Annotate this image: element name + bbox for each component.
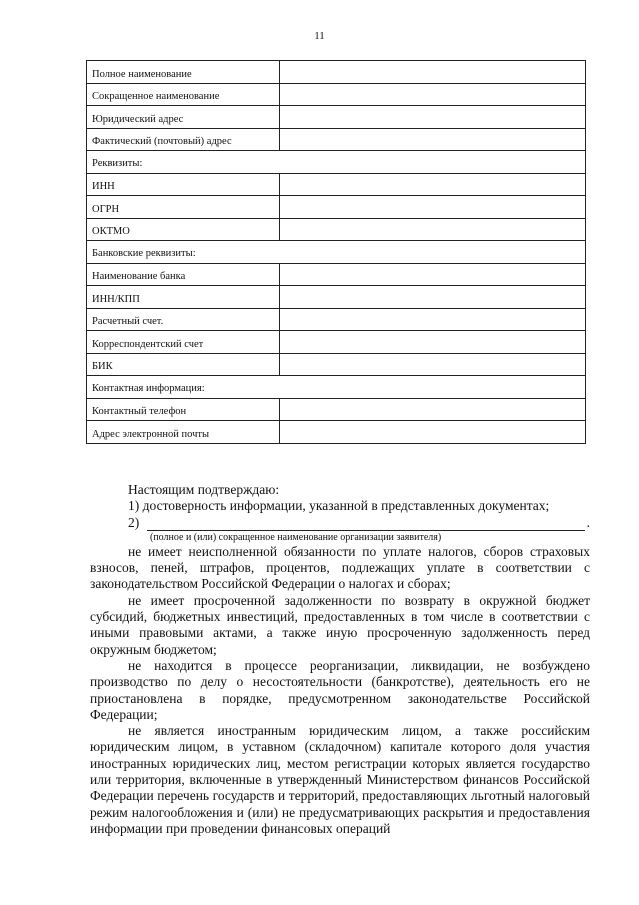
form-row bbox=[87, 398, 586, 421]
organization-name-blank[interactable] bbox=[147, 518, 584, 531]
field-label: Фактический (почтовый) адрес bbox=[87, 128, 280, 151]
field-label: Расчетный счет. bbox=[87, 308, 280, 331]
statement-intro: Настоящим подтверждаю: bbox=[128, 482, 280, 497]
item-2-suffix: . bbox=[586, 514, 590, 530]
field-value[interactable] bbox=[280, 331, 586, 354]
field-label: ИНН/КПП bbox=[87, 286, 280, 309]
section-header-row bbox=[87, 151, 586, 174]
form-row bbox=[87, 106, 586, 129]
field-value[interactable] bbox=[280, 173, 586, 196]
section-header-row bbox=[87, 241, 586, 264]
form-row bbox=[87, 173, 586, 196]
field-value[interactable] bbox=[280, 263, 586, 286]
field-label: Полное наименование bbox=[87, 61, 280, 84]
field-label: ОКТМО bbox=[87, 218, 280, 241]
field-label: Юридический адрес bbox=[87, 106, 280, 129]
form-row bbox=[87, 421, 586, 444]
item-2-prefix: 2) bbox=[128, 514, 140, 530]
field-label: ИНН bbox=[87, 173, 280, 196]
field-label: БИК bbox=[87, 353, 280, 376]
statement-paragraph: не имеет неисполненной обязанности по уплате налогов, сборов страховых взносов, пеней, штрафов, процентов, подлежащих уплате в соответствии с законодательством Российской Федерации о налогах и сборах; bbox=[90, 543, 590, 592]
field-label: Адрес электронной почты bbox=[87, 421, 280, 444]
statement-item-2 bbox=[90, 515, 590, 531]
form-row bbox=[87, 61, 586, 84]
field-label: Корреспондентский счет bbox=[87, 331, 280, 354]
statement-paragraph: не имеет просроченной задолженности по возврату в окружной бюджет субсидий, бюджетных инвестиций, предоставленных в том числе в соответствии с иными правовыми актами, а также иную просроченную задолженность перед окружным бюджетом; bbox=[90, 592, 590, 657]
field-value[interactable] bbox=[280, 61, 586, 84]
organization-name-caption: (полное и (или) сокращенное наименование организации заявителя) bbox=[150, 531, 442, 543]
form-row bbox=[87, 218, 586, 241]
section-header: Реквизиты: bbox=[87, 151, 586, 174]
field-label: Наименование банка bbox=[87, 263, 280, 286]
statement-paragraph: не является иностранным юридическим лицом, а также российским юридическим лицом, в уставном (складочном) капитале которого доля участия иностранных юридических лиц, местом регистрации которых является государство или территория, включенные в утвержденный Министерством финансов Российской Федерации перечень государств и территорий, предоставляющих льготный налоговый режим налогообложения и (или) не предусматривающих раскрытия и предоставления информации при проведении финансовых операций bbox=[90, 723, 590, 836]
form-row bbox=[87, 196, 586, 219]
field-value[interactable] bbox=[280, 421, 586, 444]
form-row bbox=[87, 331, 586, 354]
statement-item-1: 1) достоверность информации, указанной в представленных документах; bbox=[128, 498, 550, 514]
form-row bbox=[87, 353, 586, 376]
form-row bbox=[87, 263, 586, 286]
field-value[interactable] bbox=[280, 83, 586, 106]
field-value[interactable] bbox=[280, 196, 586, 219]
field-value[interactable] bbox=[280, 128, 586, 151]
field-value[interactable] bbox=[280, 308, 586, 331]
confirmation-statement bbox=[90, 482, 590, 837]
section-header: Контактная информация: bbox=[87, 376, 586, 399]
form-row bbox=[87, 83, 586, 106]
field-value[interactable] bbox=[280, 218, 586, 241]
page-number: 11 bbox=[314, 30, 325, 42]
field-label: ОГРН bbox=[87, 196, 280, 219]
applicant-info-table bbox=[86, 60, 586, 444]
form-row bbox=[87, 128, 586, 151]
field-value[interactable] bbox=[280, 353, 586, 376]
field-value[interactable] bbox=[280, 106, 586, 129]
form-row bbox=[87, 286, 586, 309]
section-header-row bbox=[87, 376, 586, 399]
field-value[interactable] bbox=[280, 398, 586, 421]
field-label: Контактный телефон bbox=[87, 398, 280, 421]
field-label: Сокращенное наименование bbox=[87, 83, 280, 106]
form-row bbox=[87, 308, 586, 331]
field-value[interactable] bbox=[280, 286, 586, 309]
statement-paragraph: не находится в процессе реорганизации, ликвидации, не возбуждено производство по делу о несостоятельности (банкротстве), деятельность его не приостановлена в порядке, предусмотренном законодательстве Российской Федерации; bbox=[90, 657, 590, 722]
section-header: Банковские реквизиты: bbox=[87, 241, 586, 264]
